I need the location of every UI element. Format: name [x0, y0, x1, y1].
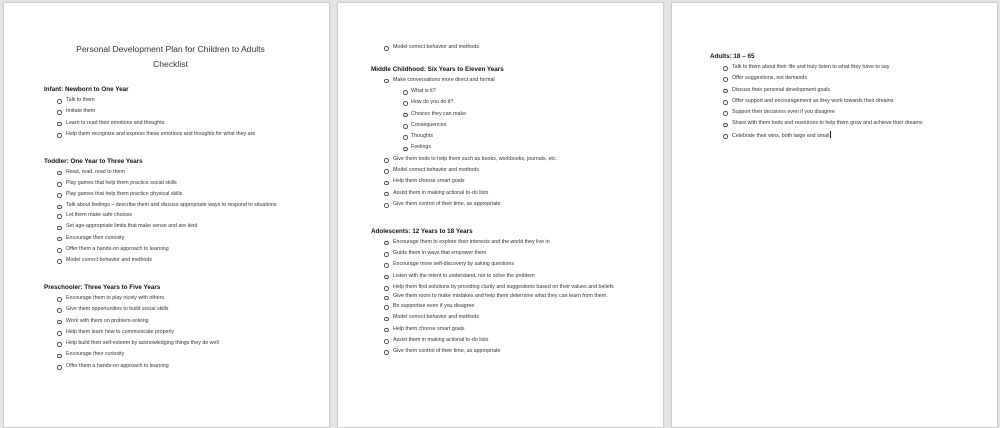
- checklist-item: Model correct behavior and methods: [371, 166, 631, 176]
- section-heading: Infant: Newborn to One Year: [44, 86, 129, 93]
- section-heading: Adults: 18 – 65: [710, 53, 755, 60]
- page-2-content: [371, 43, 631, 374]
- document-page-2: [337, 2, 664, 428]
- sub-checklist-item: Thoughts: [371, 132, 631, 142]
- checklist-item: Be supportive even if you disagree: [371, 302, 631, 312]
- section-heading: Toddler: One Year to Three Years: [44, 157, 143, 165]
- section-heading: Preschooler: Three Years to Five Years: [44, 283, 161, 291]
- title-line-1: Personal Development Plan for Children to Adults: [76, 44, 265, 54]
- page-1-content: [44, 3, 297, 388]
- checklist-item: Talk to them about their life and truly listen to what they have to say: [710, 63, 965, 73]
- checklist-item: Play games that help them practice social skills: [44, 179, 297, 189]
- checklist-item: Imitate them: [44, 107, 297, 117]
- checklist-item: Model correct behavior and methods: [44, 256, 297, 266]
- checklist-item: Talk to them: [44, 96, 297, 106]
- checklist-item: Offer them a hands-on approach to learning: [44, 245, 297, 255]
- section-middle-childhood: [371, 65, 631, 210]
- checklist-item: Help them learn how to communicate properly: [44, 328, 297, 338]
- checklist-item: Discuss their personal development goals: [710, 86, 965, 96]
- checklist-item: Encourage more self-discovery by asking questions: [371, 260, 631, 270]
- checklist-item: Listen with the intent to understand, not to solve the problem: [371, 272, 631, 282]
- checklist-item: Give them room to make mistakes and help them determine what they can learn from them.: [371, 292, 631, 300]
- checklist-item-text: Celebrate their wins, both large and small: [732, 132, 830, 139]
- checklist-item: Guide them in ways that empower them: [371, 249, 631, 259]
- sub-checklist-item: Feelings: [371, 143, 631, 153]
- checklist-item: Learn to read their emotions and thoughts: [44, 119, 297, 129]
- text-cursor: [830, 131, 831, 138]
- checklist-item: Model correct behavior and methods: [371, 43, 631, 53]
- sub-checklist-item: How do you do it?: [371, 98, 631, 108]
- checklist-item: Make conversations more direct and formal: [371, 76, 631, 86]
- checklist-item: Help them choose smart goals: [371, 177, 631, 187]
- section-adolescents: [371, 227, 631, 357]
- checklist-item: Give them opportunities to build social skills: [44, 305, 297, 315]
- document-page-1: [3, 2, 330, 428]
- checklist-item: Give them control of their time, as appropriate: [371, 347, 631, 357]
- checklist-item: Talk about feelings – describe them and discuss appropriate ways to respond to situations: [44, 201, 297, 209]
- checklist-item: Give them tools to help them such as books, workbooks, journals, etc.: [371, 155, 631, 165]
- checklist-item: Offer suggestions, not demands: [710, 74, 965, 84]
- checklist-item: Offer them a hands-on approach to learning: [44, 362, 297, 372]
- section-toddler: [44, 157, 297, 266]
- sub-checklist-item: Consequences: [371, 121, 631, 131]
- checklist-item: Play games that help them practice physical skills: [44, 190, 297, 200]
- checklist-item: Work with them on problem-solving: [44, 317, 297, 327]
- checklist-item: Help them recognize and express these emotions and thoughts for what they are: [44, 130, 297, 140]
- checklist-item: Encourage them to explore their interests and the world they live in: [371, 238, 631, 248]
- sub-list: [371, 87, 631, 153]
- checklist-item: Read, read, read to them: [44, 168, 297, 178]
- sub-checklist-item: What is it?: [371, 87, 631, 97]
- checklist-item: Set age-appropriate limits that make sense and are kind: [44, 222, 297, 232]
- checklist-item: Let them make safe choices: [44, 211, 297, 221]
- checklist-item: Model correct behavior and methods: [371, 313, 631, 323]
- checklist-item: Encourage their curiosity: [44, 234, 297, 244]
- checklist-item: Help build their self-esteem by acknowledging things they do well: [44, 339, 297, 349]
- sub-checklist-item: Choices they can make: [371, 110, 631, 120]
- checklist-item: Encourage their curiosity: [44, 350, 297, 360]
- section-adults: [710, 52, 965, 141]
- checklist-item: Help them choose smart goals: [371, 325, 631, 335]
- section-preschooler: [44, 283, 297, 371]
- section-heading: Middle Childhood: Six Years to Eleven Years: [371, 65, 504, 73]
- checklist-item: Support their decisions even if you disagree: [710, 108, 965, 118]
- page-3-content: [710, 52, 965, 158]
- checklist-item-last: [710, 131, 965, 142]
- checklist-item: Offer support and encouragement as they work towards their dreams: [710, 97, 965, 107]
- checklist-item: Assist them in making actional to-do lists: [371, 336, 631, 346]
- section-infant: [44, 85, 297, 140]
- checklist-item: Share with them tools and resources to help them grow and achieve their dreams: [710, 119, 965, 129]
- document-page-3: [671, 2, 998, 428]
- checklist-item: Assist them in making actional to-do lists: [371, 189, 631, 199]
- section-heading: Adolescents: 12 Years to 18 Years: [371, 227, 473, 235]
- checklist-item: Help them find solutions by providing clarity and suggestions based on their values and beliefs: [371, 283, 631, 291]
- document-title: [44, 42, 297, 72]
- checklist-item: Give them control of their time, as appropriate: [371, 200, 631, 210]
- checklist-item: Encourage them to play nicely with others.: [44, 294, 297, 304]
- title-line-2: Checklist: [153, 59, 188, 69]
